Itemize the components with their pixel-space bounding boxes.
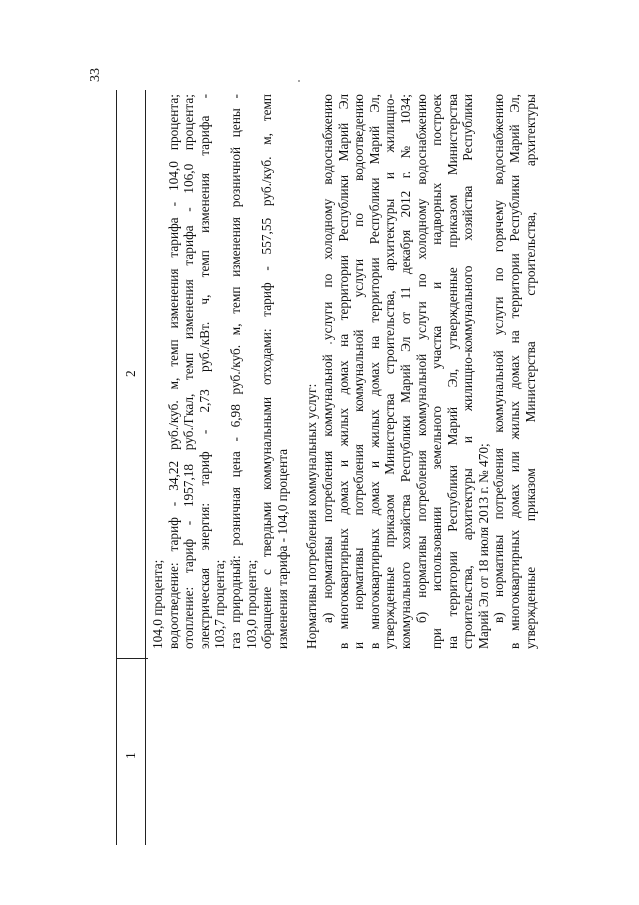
- text-line: в многоквартирных домах или жилых домах на территории Республики Марий Эл,: [507, 94, 523, 649]
- rotated-table: [116, 90, 586, 845]
- text-line: б) нормативы потребления коммунальной услуги по холодному водоснабжению: [413, 94, 429, 623]
- page-number: 33: [88, 68, 103, 82]
- section-heading: Нормативы потребления коммунальных услуг:: [304, 383, 320, 649]
- paragraph-gap: [290, 94, 304, 649]
- text-line: в многоквартирных домах и жилых домах на территории Республики Марий Эл,: [366, 94, 382, 649]
- text-line: утвержденные приказом Министерства строительства, архитектуры: [522, 94, 538, 649]
- text-line: строительства, архитектуры и жилищно-коммунального хозяйства Республики: [460, 94, 476, 649]
- text-line: на территории Республики Марий Эл, утвержденные приказом Министерства: [444, 94, 460, 649]
- text-line: водоотведение: тариф - 34,22 руб./куб. м, темп изменения тарифа - 104,0 процента;: [165, 94, 181, 649]
- scan-speck: [298, 80, 300, 82]
- text-line: коммунального хозяйства Республики Марий Эл от 11 декабря 2012 г. № 1034;: [397, 94, 413, 649]
- table-header-row: [116, 90, 146, 845]
- text-line: утвержденные приказом Министерства строительства, архитектуры и жилищно-: [382, 94, 398, 649]
- text-line: 103,7 процента;: [212, 559, 228, 649]
- text-line: отопление: тариф - 1957,18 руб./Гкал, темп изменения тарифа - 106,0 процента;: [181, 94, 197, 649]
- text-line: электрическая энергия: тариф - 2,73 руб./кВт. ч, темп изменения тарифа -: [196, 94, 212, 649]
- column-2-content: [150, 94, 538, 649]
- text-line: обращение с твердыми коммунальными отходами: тариф - 557,55 руб./куб. м, темп: [259, 94, 275, 649]
- column-divider-stub: [144, 658, 148, 659]
- text-line: изменения тарифа - 104,0 процента: [274, 448, 290, 649]
- text-line: Марий Эл от 18 июля 2013 г. № 470;: [475, 443, 491, 649]
- text-line: при использовании земельного участка и надворных построек: [429, 94, 445, 649]
- text-line: 104,0 процента;: [150, 559, 165, 649]
- text-line: в) нормативы потребления коммунальной услуги по горячему водоснабжению: [491, 94, 507, 623]
- column-divider: [117, 658, 145, 659]
- text-line: в многоквартирных домах и жилых домах на территории Республики Марий Эл: [335, 94, 351, 649]
- text-line: а) нормативы потребления коммунальной услуги по холодному водоснабжению: [319, 94, 335, 623]
- column-1-header: 1: [123, 752, 138, 759]
- text-line: и нормативы потребления коммунальной услуги по водоотведению: [351, 94, 367, 649]
- text-line: 103,0 процента;: [243, 559, 259, 649]
- column-2-header: 2: [123, 370, 138, 377]
- text-line: газ природный: розничная цена - 6,98 руб./куб. м, темп изменения розничной цены -: [227, 94, 243, 649]
